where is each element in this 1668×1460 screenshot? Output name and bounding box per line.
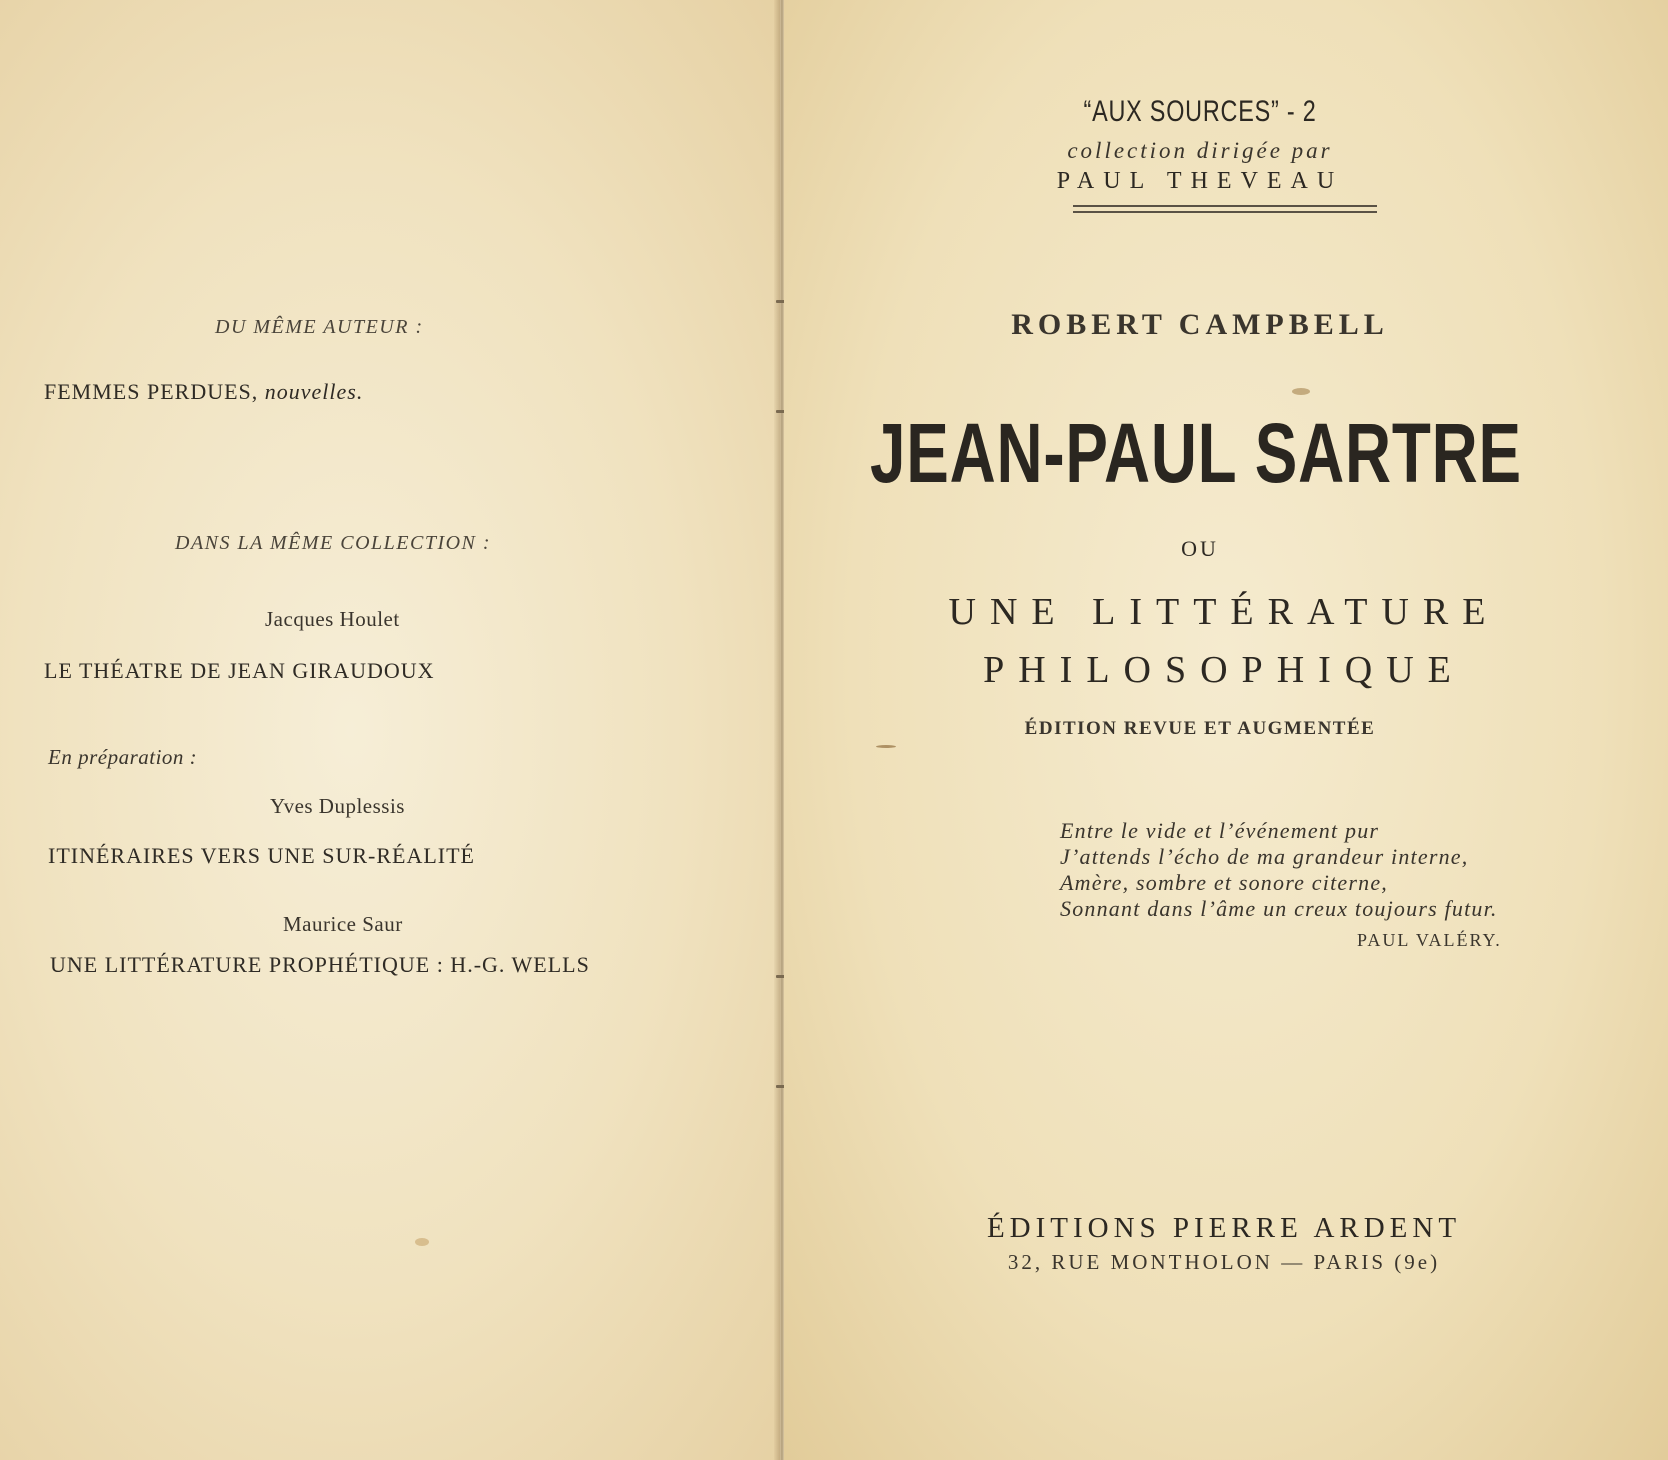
same-author-work-line	[44, 379, 363, 405]
publisher-address: 32, RUE MONTHOLON — PARIS (9e)	[1007, 1250, 1441, 1274]
epigraph-line: Amère, sombre et sonore citerne,	[1060, 870, 1388, 895]
edition-note: ÉDITION REVUE ET AUGMENTÉE	[1024, 718, 1376, 739]
series-title: “AUX SOURCES” - 2	[1083, 95, 1317, 128]
publisher-name: ÉDITIONS PIERRE ARDENT	[986, 1212, 1462, 1244]
same-author-work-note: nouvelles.	[264, 379, 364, 404]
paper-stain	[415, 1238, 429, 1246]
paper-stain	[876, 745, 896, 748]
same-author-work: FEMMES PERDUES,	[44, 379, 259, 404]
collection-heading: DANS LA MÊME COLLECTION :	[175, 532, 492, 554]
collection-line: collection dirigée par	[1067, 138, 1333, 163]
epigraph	[1060, 818, 1498, 922]
book3-title: UNE LITTÉRATURE PROPHÉTIQUE : H.-G. WELLS	[50, 952, 590, 977]
double-rule-bottom	[1073, 211, 1377, 213]
epigraph-line: J’attends l’écho de ma grandeur interne,	[1060, 844, 1469, 869]
subtitle-line-1: UNE LITTÉRATURE	[948, 591, 1500, 633]
book1-title: LE THÉATRE DE JEAN GIRAUDOUX	[44, 658, 435, 683]
book-title: JEAN-PAUL SARTRE	[870, 406, 1522, 500]
title-conjunction: OU	[1181, 536, 1219, 561]
epigraph-line: Sonnant dans l’âme un creux toujours futur.	[1060, 896, 1498, 921]
book-author: ROBERT CAMPBELL	[1011, 308, 1389, 341]
book3-author: Maurice Saur	[283, 912, 403, 936]
epigraph-line: Entre le vide et l’événement pur	[1060, 818, 1380, 843]
same-author-heading: DU MÊME AUTEUR :	[215, 316, 424, 338]
paper-stain	[1292, 388, 1310, 395]
left-page	[0, 0, 780, 1460]
book2-title: ITINÉRAIRES VERS UNE SUR-RÉALITÉ	[48, 843, 475, 868]
right-page	[784, 0, 1668, 1460]
book1-author: Jacques Houlet	[265, 607, 400, 631]
series-editor: PAUL THEVEAU	[1056, 168, 1344, 194]
in-preparation-label: En préparation :	[48, 745, 198, 769]
double-rule-top	[1073, 205, 1377, 207]
epigraph-author: PAUL VALÉRY.	[1357, 930, 1502, 950]
book2-author: Yves Duplessis	[270, 794, 405, 818]
subtitle-line-2: PHILOSOPHIQUE	[983, 649, 1465, 691]
